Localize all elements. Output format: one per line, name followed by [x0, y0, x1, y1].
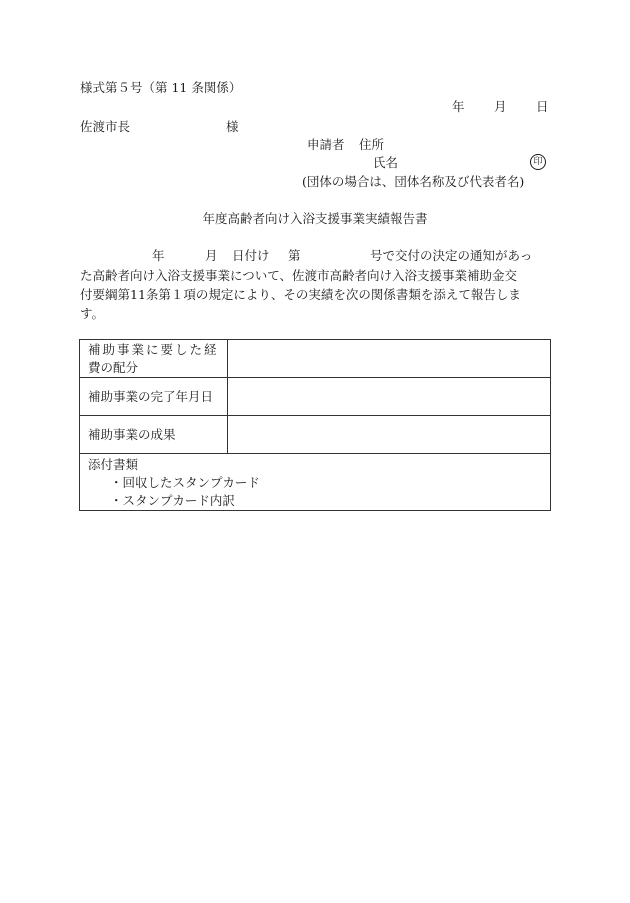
name-label: 氏名: [373, 155, 399, 170]
table-row: [80, 378, 551, 416]
label-expense-line2: 費の配分: [88, 359, 139, 375]
table-value-cell: [228, 340, 551, 378]
form-number: 様式第５号（第 11 条関係）: [80, 80, 242, 95]
body-line-1: [80, 250, 550, 264]
label-expense-line1: 補助事業に要した経: [88, 341, 219, 357]
date-day: 日: [536, 99, 549, 114]
address-label: 住所: [359, 137, 385, 152]
attachment-item: ・回収したスタンプカード: [110, 475, 260, 490]
attachment-item: ・スタンプカード内訳: [110, 493, 235, 508]
body-line-2: た高齢者向け入浴支援事業について、佐渡市高齢者向け入浴支援事業補助金交: [80, 268, 518, 283]
table-row: [80, 416, 551, 454]
body-rest: 号で交付の決定の通知があっ: [370, 248, 533, 263]
table-label-cell: [80, 340, 228, 378]
body-year: 年: [152, 248, 165, 263]
table-row: [80, 454, 551, 511]
recipient-honorific: 様: [226, 119, 239, 134]
body-day-dated: 日付け: [232, 248, 270, 263]
label-completion-date: 補助事業の完了年月日: [80, 378, 228, 416]
body-month: 月: [205, 248, 218, 263]
body-line-3: 付要綱第11条第１項の規定により、その実績を次の関係書類を添えて報告しま: [80, 287, 521, 302]
table-value-cell: [228, 416, 551, 454]
body-line-4: す。: [80, 306, 105, 321]
applicant-label: 申請者: [307, 137, 345, 152]
table-value-cell: [228, 378, 551, 416]
seal-icon: 印: [530, 154, 546, 170]
date-month: 月: [494, 99, 507, 114]
body-dai: 第: [288, 248, 301, 263]
label-results: 補助事業の成果: [80, 416, 228, 454]
group-note: (団体の場合は、団体名称及び代表者名): [302, 174, 525, 189]
detail-table: [79, 339, 551, 511]
table-row: [80, 340, 551, 378]
attachments-cell: [80, 454, 551, 511]
date-year: 年: [452, 99, 465, 114]
recipient: 佐渡市長: [80, 119, 131, 134]
attachments-heading: 添付書類: [88, 457, 139, 472]
document-title: 年度高齢者向け入浴支援事業実績報告書: [202, 211, 428, 226]
